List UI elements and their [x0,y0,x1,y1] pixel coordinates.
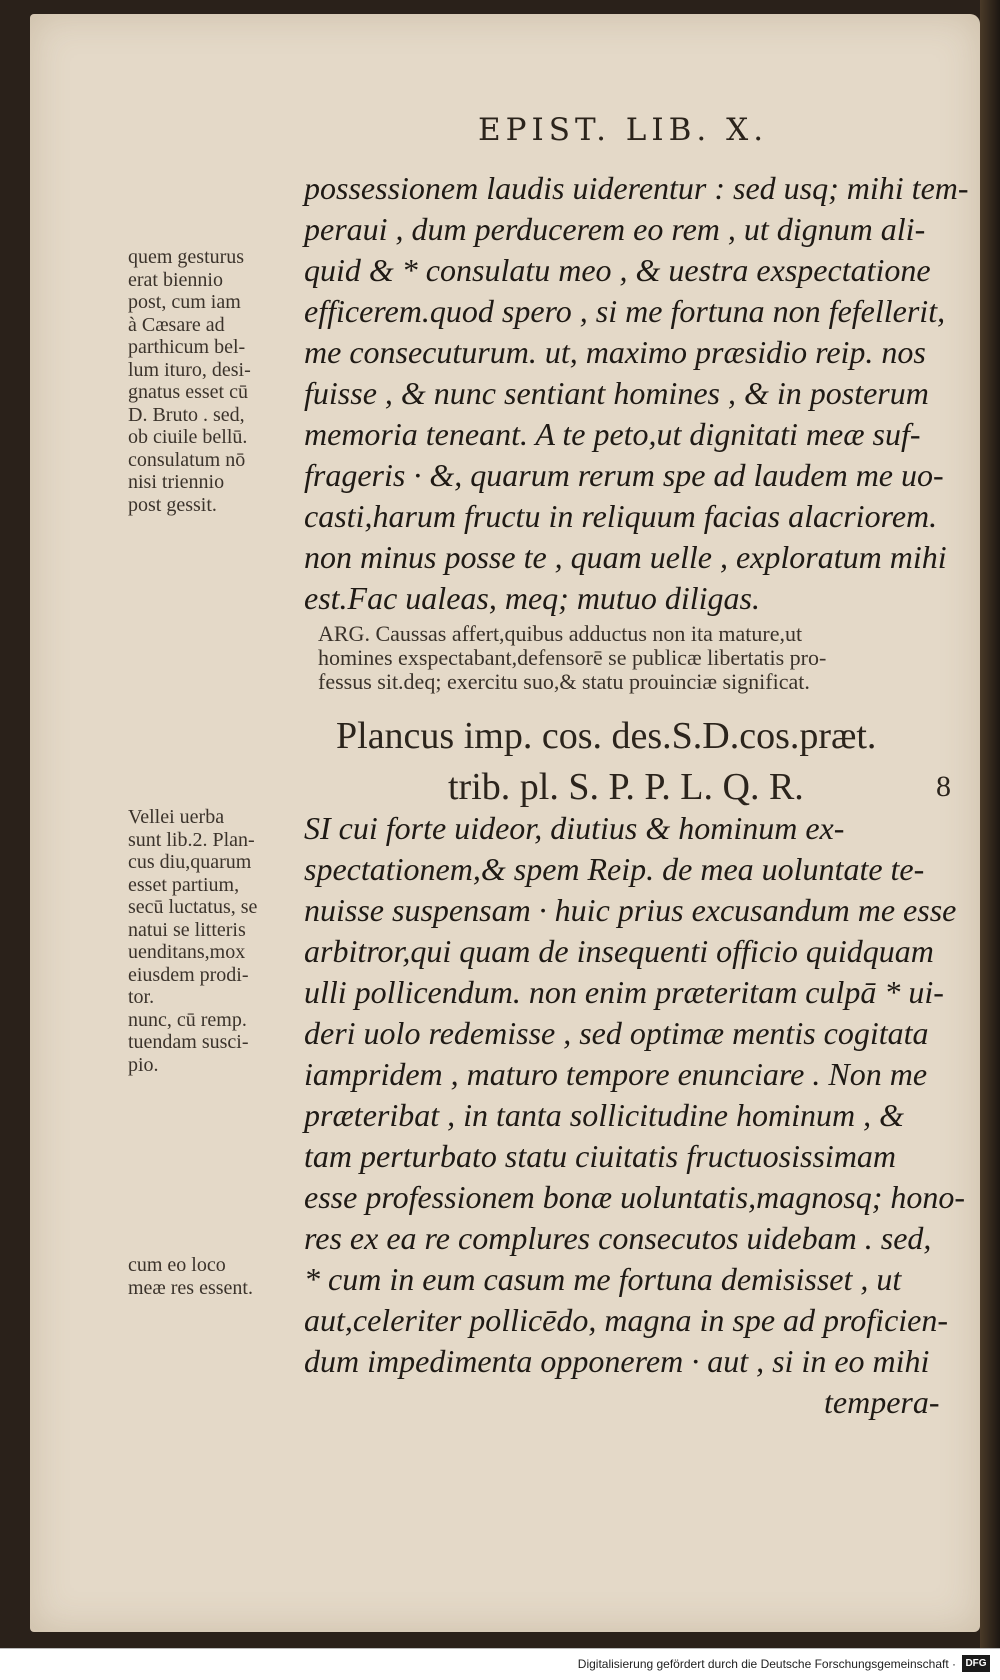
argument-line: homines exspectabant,defensorē se publicæ libertatis pro- [318,645,827,670]
funding-credit: Digitalisierung gefördert durch die Deutsche Forschungsgemeinschaft · [577,1657,956,1671]
note-line: post gessit. [128,493,217,516]
note-line: cus diu,quarum [128,851,252,873]
marginal-note [128,806,303,1076]
text-line: fuisse , & nunc sentiant homines , & in posterum [304,375,929,411]
text-line: tempera- [824,1384,940,1420]
note-line: gnatus esset cū [128,381,248,403]
text-line: casti,harum fructu in reliquum facias alacriorem. [304,498,938,534]
note-line: consulatum nō [128,448,246,471]
argument-line: fessus sit.deq; exercitu suo,& statu prouinciæ significat. [318,669,810,694]
text-line: præteribat , in tanta sollicitudine hominum , & [304,1097,904,1133]
note-line: lum ituro, desi- [128,358,251,381]
note-line: quem gesturus [128,246,245,268]
heading-line-1: Plancus imp. cos. des.S.D.cos.præt. [336,715,877,757]
note-line: tuendam susci- [128,1031,249,1053]
text-line: aut,celeriter pollicēdo, magna in spe ad proficien- [304,1302,949,1338]
dfg-logo: DFG [962,1655,990,1672]
note-line: parthicum bel- [128,336,246,358]
note-line: nunc, cū remp. [128,1008,247,1031]
note-line: natui se litteris [128,918,246,941]
note-line: Vellei uerba [128,806,225,828]
text-line: ulli pollicendum. non enim præteritam culpā * ui- [304,974,944,1010]
note-line: D. Bruto . sed, [128,403,245,426]
note-line: sunt lib.2. Plan- [128,828,255,851]
note-line: pio. [128,1053,159,1076]
text-line: arbitror,qui quam de insequenti officio quidquam [304,933,934,969]
text-line: deri uolo redemisse , sed optimæ mentis cogitata [304,1015,929,1051]
note-line: tor. [128,986,155,1008]
text-line: memoria teneant. A te peto,ut dignitati meæ suf- [304,416,921,452]
note-line: meæ res essent. [128,1276,253,1299]
heading-line-2: trib. pl. S. P. P. L. Q. R. [448,766,804,808]
text-line: dum impedimenta opponerem · aut , si in eo mihi [304,1343,930,1379]
text-line: tam perturbato statu ciuitatis fructuosissimam [304,1138,897,1174]
text-line: me consecuturum. ut, maximo præsidio reip. nos [304,334,926,370]
text-line: efficerem.quod spero , si me fortuna non fefellerit, [304,293,946,329]
text-line: iampridem , maturo tempore enunciare . Non me [304,1056,928,1092]
note-line: esset partium, [128,873,240,896]
text-line: esse professionem bonæ uoluntatis,magnosq; hono- [304,1179,966,1215]
note-line: erat biennio [128,268,223,291]
book-edge [980,0,1000,1648]
text-line: res ex ea re complures consecutos uidebam . sed, [304,1220,932,1256]
text-line: est.Fac ualeas, meq; mutuo diligas. [304,580,760,616]
note-line: eiusdem prodi- [128,963,249,986]
continued-letter-text [304,168,969,619]
note-line: post, cum iam [128,291,241,313]
note-line: secū luctatus, se [128,896,258,918]
text-line: quid & * consulatu meo , & uestra exspectatione [304,252,931,288]
text-line: SI cui forte uideor, diutius & hominum ex- [304,810,845,846]
marginal-note [128,1254,303,1299]
text-line: peraui , dum perducerem eo rem , ut dignum ali- [304,211,926,247]
note-line: ob ciuile bellū. [128,426,248,448]
digitization-footer [0,1648,1000,1680]
text-line: * cum in eum casum me fortuna demisisset , ut [304,1261,902,1297]
marginal-note [128,246,303,516]
note-line: à Cæsare ad [128,313,225,336]
note-line: uenditans,mox [128,941,246,963]
text-line: spectationem,& spem Reip. de mea uoluntate te- [304,851,925,887]
letter-number: 8 [936,770,951,803]
text-line: possessionem laudis uiderentur : sed usq; mihi tem- [304,170,969,206]
argument-line: ARG. Caussas affert,quibus adductus non ita mature,ut [318,621,803,646]
letter-text [304,808,964,1423]
text-line: frageris · &, quarum rerum spe ad laudem me uo- [304,457,944,493]
text-line: nuisse suspensam · huic prius excusandum me esse [304,892,957,928]
note-line: cum eo loco [128,1254,226,1276]
letter-heading [336,711,956,813]
note-line: nisi triennio [128,471,225,493]
argument-summary [318,622,958,694]
running-head: EPIST. LIB. X. [478,112,769,148]
text-line: non minus posse te , quam uelle , exploratum mihi [304,539,947,575]
